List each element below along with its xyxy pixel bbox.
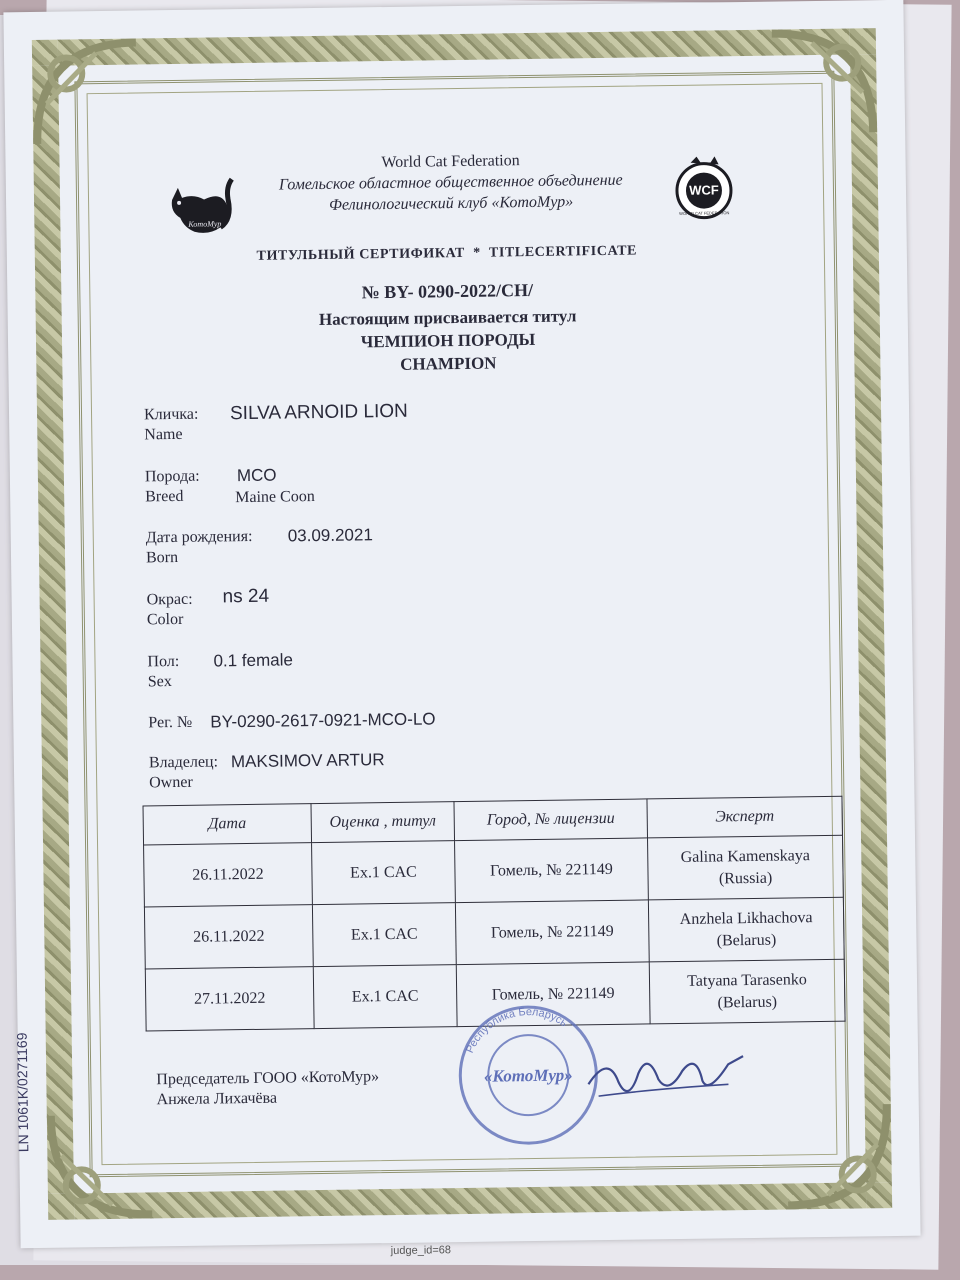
title-granted xyxy=(168,302,729,379)
field-owner xyxy=(149,746,650,793)
name-label-en: Name xyxy=(144,425,183,444)
sex-label-en: Sex xyxy=(147,673,172,691)
granted-text: Настоящим присваивается титул xyxy=(318,306,577,329)
color-label-ru: Окрас: xyxy=(146,590,193,609)
expert-country: (Russia) xyxy=(718,869,773,887)
field-name xyxy=(144,398,645,445)
row-expert xyxy=(648,835,844,900)
expert-country: (Belarus) xyxy=(717,993,778,1011)
title-name-ru: ЧЕМПИОН ПОРОДЫ xyxy=(360,329,536,352)
row-grade: Ex.1 CAC xyxy=(312,841,456,905)
club-name-ru: Фелинологический клуб «КотоМур» xyxy=(328,193,574,214)
expert-name: Tatyana Tarasenko xyxy=(687,970,807,990)
color-value: ns 24 xyxy=(222,585,270,608)
expert-name: Galina Kamenskaya xyxy=(680,846,811,866)
title-ru: ТИТУЛЬНЫЙ СЕРТИФИКАТ xyxy=(256,245,466,264)
row-date: 26.11.2022 xyxy=(144,843,313,907)
row-expert xyxy=(649,959,845,1024)
color-label-en: Color xyxy=(146,610,184,629)
header-expert: Эксперт xyxy=(647,796,843,838)
expert-name: Anzhela Likhachova xyxy=(679,908,813,928)
row-grade: Ex.1 CAC xyxy=(312,903,456,967)
header xyxy=(125,147,776,219)
name-label-ru: Кличка: xyxy=(143,405,199,424)
stamp-ring-text: Республика Беларусь xyxy=(463,1006,570,1056)
breed-code: MCO xyxy=(236,465,277,486)
owner-value: MAKSIMOV ARTUR xyxy=(230,750,385,772)
title-name-en: CHAMPION xyxy=(400,353,497,374)
chair-line: Председатель ГООО «КотоМур» xyxy=(156,1068,380,1089)
svg-text:Республика Беларусь xyxy=(463,1005,570,1055)
background-paper-side-text: LN 1061K/0271169 xyxy=(13,1032,32,1153)
row-city: Гомель, № 221149 xyxy=(455,900,649,965)
name-value: SILVA ARNOID LION xyxy=(229,400,408,425)
breed-value: Maine Coon xyxy=(235,488,315,507)
row-city: Гомель, № 221149 xyxy=(456,962,650,1027)
row-date: 27.11.2022 xyxy=(145,967,314,1031)
certificate-content xyxy=(3,0,920,1258)
background-paper-text: judge_id=68 xyxy=(390,1244,452,1258)
expert-country: (Belarus) xyxy=(716,931,777,949)
certificate-page xyxy=(3,0,920,1258)
row-date: 26.11.2022 xyxy=(144,905,313,969)
wcf-logo-ring-text: WORLD CAT FEDERATION xyxy=(679,210,730,216)
born-label-ru: Дата рождения: xyxy=(145,527,253,547)
born-label-en: Born xyxy=(145,548,179,567)
row-city: Гомель, № 221149 xyxy=(455,838,649,903)
sex-label-ru: Пол: xyxy=(147,652,180,671)
title-separator: * xyxy=(473,245,481,261)
header-city: Город, № лицензии xyxy=(454,799,648,841)
row-grade: Ex.1 CAC xyxy=(313,965,457,1029)
owner-label-ru: Владелец: xyxy=(148,753,219,772)
signatory xyxy=(156,1067,379,1110)
reg-label: Рег. № xyxy=(148,713,193,732)
field-sex xyxy=(147,645,648,692)
org-name-en: World Cat Federation xyxy=(381,152,520,172)
title-en: TITLECERTIFICATE xyxy=(488,243,638,261)
reg-value: BY-0290-2617-0921-MCO-LO xyxy=(210,709,436,732)
header-grade: Оценка , титул xyxy=(311,802,455,843)
org-name-ru: Гомельское областное общественное объединение xyxy=(278,171,623,194)
wcf-logo-text: WCF xyxy=(689,182,719,198)
table-row xyxy=(144,835,844,907)
breed-label-en: Breed xyxy=(145,487,184,506)
field-color xyxy=(147,583,648,630)
field-registration xyxy=(148,706,648,733)
certificate-title xyxy=(167,242,727,266)
signature-icon xyxy=(578,1042,749,1114)
born-value: 03.09.2021 xyxy=(287,525,373,546)
field-born xyxy=(146,521,647,568)
row-expert xyxy=(648,897,844,962)
chair-name: Анжела Лихачёва xyxy=(156,1089,278,1109)
club-logo-text: КотоМур xyxy=(188,219,222,229)
owner-label-en: Owner xyxy=(149,773,193,792)
certificate-number: № BY- 0290-2022/CH/ xyxy=(361,279,534,303)
table-row xyxy=(144,897,844,969)
stamp-center-text: «КотоМур» xyxy=(483,1065,573,1086)
sex-value: 0.1 female xyxy=(213,650,294,671)
show-results-table xyxy=(143,796,846,1032)
breed-label-ru: Порода: xyxy=(144,467,200,486)
field-breed xyxy=(145,460,646,507)
header-date: Дата xyxy=(143,804,312,845)
